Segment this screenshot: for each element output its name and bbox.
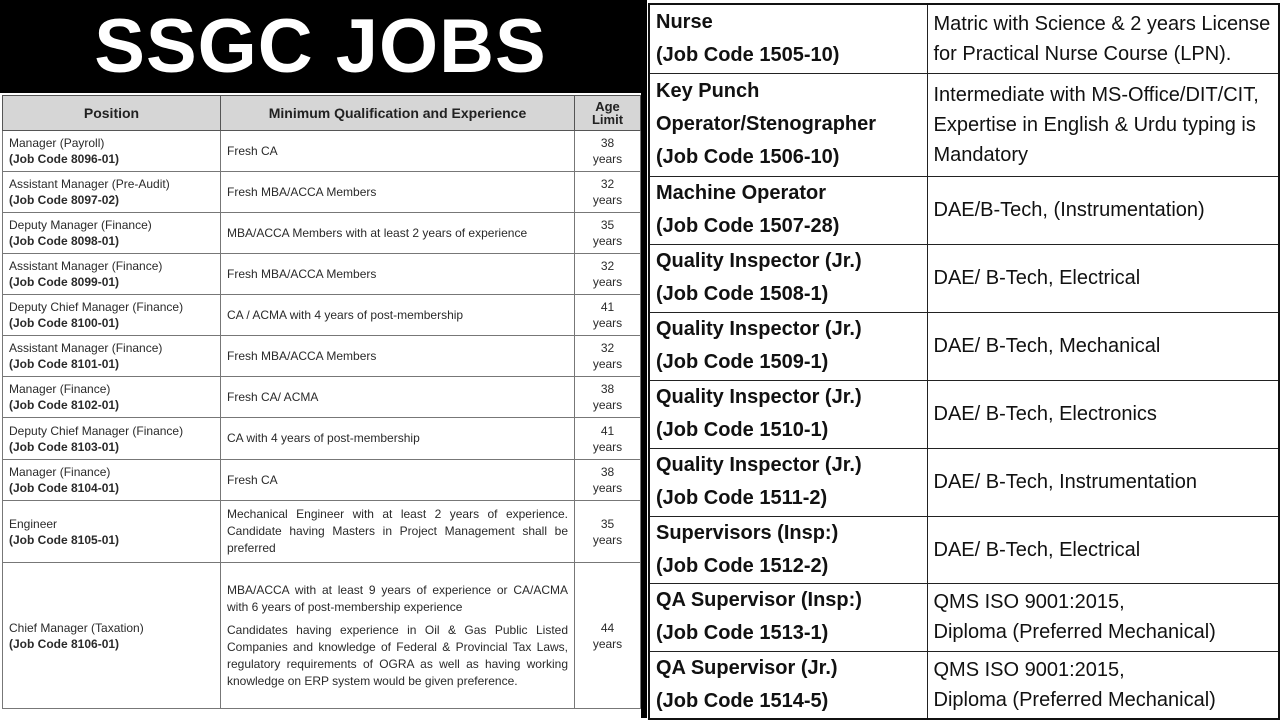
age-limit-cell	[575, 460, 641, 501]
job-code: (Job Code 1511-2)	[656, 487, 828, 509]
job-code: (Job Code 1510-1)	[656, 419, 829, 441]
age-value: 41	[600, 423, 615, 438]
position-title: Operator/Stenographer	[656, 113, 877, 135]
position-cell	[649, 176, 927, 244]
age-value: 38	[600, 382, 615, 396]
job-code: (Job Code 1512-2)	[656, 554, 829, 577]
qualification-text: Intermediate with MS-Office/DIT/CIT,	[933, 83, 1259, 106]
qualification-text: Mandatory	[933, 143, 1028, 166]
job-code: (Job Code 8101-01)	[9, 357, 120, 371]
job-code: (Job Code 8104-01)	[9, 481, 120, 495]
age-value: 32	[600, 341, 615, 355]
job-code: (Job Code 8100-01)	[9, 316, 120, 330]
age-value: 32	[600, 259, 615, 273]
qualification-cell	[927, 4, 1279, 73]
qualification-text: Fresh MBA/ACCA Members	[227, 184, 377, 199]
qualification-text: CA with 4 years of post-membership	[227, 431, 420, 445]
position-cell	[3, 131, 221, 172]
age-limit-cell	[575, 213, 641, 254]
position-cell	[3, 418, 221, 460]
right-table-body	[649, 4, 1279, 719]
qualification-text: Candidates having experience in Oil & Gas Public Listed Companies and knowledge of Federal & Provincial Tax Laws, regulatory requirements of OGRA as well as having working knowledge on ERP system would be given preference.	[227, 622, 568, 688]
qualification-text: DAE/ B-Tech, Instrumentation	[933, 471, 1197, 493]
position-title: Quality Inspector (Jr.)	[656, 250, 862, 272]
qualification-text: DAE/ B-Tech, Mechanical	[933, 335, 1161, 357]
position-title: Quality Inspector (Jr.)	[656, 386, 862, 408]
table-row	[649, 583, 1279, 651]
table-header-row	[3, 96, 641, 131]
jobs-table-staff	[648, 3, 1280, 720]
header-age-limit	[575, 96, 641, 131]
age-limit-cell	[575, 131, 641, 172]
job-code: (Job Code 8098-01)	[9, 234, 120, 248]
table-row	[3, 418, 641, 460]
qualification-text: Diploma (Preferred Mechanical)	[933, 688, 1216, 711]
position-cell	[3, 172, 221, 213]
header-age-line2: Limit	[591, 112, 624, 127]
qualification-cell	[927, 516, 1279, 583]
qualification-text: QMS ISO 9001:2015,	[933, 591, 1125, 613]
age-limit-cell	[575, 172, 641, 213]
qualification-cell	[221, 295, 575, 336]
table-row	[649, 312, 1279, 380]
qualification-text: Fresh CA/ ACMA	[227, 389, 319, 404]
age-value: 35	[600, 516, 615, 531]
position-title: Quality Inspector (Jr.)	[656, 454, 862, 476]
table-row	[649, 380, 1279, 448]
job-code: (Job Code 8105-01)	[9, 532, 120, 547]
position-cell	[649, 4, 927, 73]
job-code: (Job Code 1514-5)	[656, 689, 829, 712]
qualification-text: DAE/ B-Tech, Electrical	[933, 538, 1141, 561]
position-title: Manager (Finance)	[9, 465, 111, 479]
position-cell	[649, 312, 927, 380]
position-title: Deputy Manager (Finance)	[9, 218, 152, 232]
qualification-text: for Practical Nurse Course (LPN).	[933, 42, 1232, 65]
table-row	[3, 501, 641, 563]
qualification-cell	[221, 172, 575, 213]
age-value: 38	[600, 465, 615, 479]
table-row	[649, 448, 1279, 516]
qualification-text: Fresh MBA/ACCA Members	[227, 266, 377, 281]
qualification-cell	[221, 377, 575, 418]
age-value: 35	[600, 218, 615, 232]
job-code: (Job Code 8096-01)	[9, 152, 120, 166]
age-value: 44	[600, 620, 615, 635]
age-unit: years	[592, 439, 623, 454]
qualification-text: MBA/ACCA with at least 9 years of experience or CA/ACMA with 6 years of post-membership experience	[227, 582, 568, 614]
qualification-text: Fresh MBA/ACCA Members	[227, 348, 377, 363]
qualification-text: Mechanical Engineer with at least 2 years of experience. Candidate having Masters in Project Management shall be preferred	[227, 507, 568, 555]
position-cell	[649, 380, 927, 448]
job-code: (Job Code 1507-28)	[656, 215, 840, 237]
position-title: Engineer	[9, 516, 58, 531]
qualification-cell	[927, 448, 1279, 516]
age-unit: years	[592, 316, 623, 330]
age-value: 32	[600, 177, 615, 191]
qualification-cell	[221, 131, 575, 172]
position-cell	[3, 377, 221, 418]
qualification-cell	[221, 213, 575, 254]
table-row	[3, 213, 641, 254]
position-title: Nurse	[656, 10, 713, 33]
table-row	[3, 377, 641, 418]
position-title: QA Supervisor (Insp:)	[656, 589, 862, 611]
job-code: (Job Code 8106-01)	[9, 636, 120, 651]
job-code: (Job Code 8099-01)	[9, 275, 120, 289]
table-row	[649, 244, 1279, 312]
header-age-line1: Age	[595, 99, 620, 114]
position-cell	[3, 213, 221, 254]
qualification-text: Matric with Science & 2 years License	[933, 12, 1271, 35]
position-title: QA Supervisor (Jr.)	[656, 656, 838, 679]
header-position: Position	[3, 96, 221, 131]
table-row	[649, 176, 1279, 244]
position-title: Assistant Manager (Finance)	[9, 341, 163, 355]
position-title: Manager (Finance)	[9, 382, 111, 396]
qualification-text: Fresh CA	[227, 472, 278, 487]
position-cell	[649, 244, 927, 312]
qualification-cell	[221, 418, 575, 460]
position-title: Machine Operator	[656, 182, 827, 204]
position-title: Deputy Chief Manager (Finance)	[9, 423, 184, 438]
position-title: Quality Inspector (Jr.)	[656, 318, 862, 340]
position-cell	[3, 295, 221, 336]
job-code: (Job Code 1508-1)	[656, 283, 829, 305]
qualification-cell	[927, 583, 1279, 651]
position-cell	[3, 563, 221, 709]
age-unit: years	[592, 481, 623, 495]
qualification-text: Diploma (Preferred Mechanical)	[933, 621, 1216, 643]
age-value: 41	[600, 300, 615, 314]
qualification-text: DAE/ B-Tech, Electrical	[933, 267, 1141, 289]
qualification-cell	[927, 73, 1279, 176]
table-row	[649, 73, 1279, 176]
qualification-cell	[927, 244, 1279, 312]
qualification-text: DAE/B-Tech, (Instrumentation)	[933, 199, 1205, 221]
qualification-text: QMS ISO 9001:2015,	[933, 658, 1125, 681]
qualification-text: CA / ACMA with 4 years of post-membership	[227, 307, 464, 322]
jobs-table-officers	[2, 95, 641, 709]
position-title: Supervisors (Insp:)	[656, 521, 839, 544]
qualification-cell	[927, 380, 1279, 448]
table-row	[649, 516, 1279, 583]
age-unit: years	[592, 152, 623, 166]
age-limit-cell	[575, 377, 641, 418]
table-row	[3, 563, 641, 709]
position-cell	[3, 501, 221, 563]
job-code: (Job Code 1513-1)	[656, 622, 829, 644]
position-title: Manager (Payroll)	[9, 136, 105, 150]
table-row	[3, 254, 641, 295]
position-cell	[3, 460, 221, 501]
age-unit: years	[592, 193, 623, 207]
age-limit-cell	[575, 254, 641, 295]
qualification-text: Fresh CA	[227, 143, 278, 158]
qualification-text: DAE/ B-Tech, Electronics	[933, 403, 1157, 425]
table-row	[3, 172, 641, 213]
position-title: Key Punch	[656, 80, 760, 102]
age-unit: years	[592, 275, 623, 289]
qualification-cell	[927, 176, 1279, 244]
qualification-cell	[221, 501, 575, 563]
age-limit-cell	[575, 418, 641, 460]
table-row	[649, 4, 1279, 73]
position-cell	[649, 516, 927, 583]
position-title: Chief Manager (Taxation)	[9, 620, 144, 635]
qualification-cell	[927, 651, 1279, 719]
age-limit-cell	[575, 295, 641, 336]
position-cell	[649, 583, 927, 651]
age-unit: years	[592, 636, 623, 651]
qualification-cell	[927, 312, 1279, 380]
age-unit: years	[592, 234, 623, 248]
job-code: (Job Code 8097-02)	[9, 193, 120, 207]
page-title: SSGC JOBS	[94, 4, 547, 89]
age-value: 38	[600, 136, 615, 150]
job-code: (Job Code 8102-01)	[9, 398, 120, 412]
table-row	[3, 131, 641, 172]
qualification-cell	[221, 460, 575, 501]
job-code: (Job Code 8103-01)	[9, 439, 120, 454]
qualification-text: MBA/ACCA Members with at least 2 years of experience	[227, 225, 528, 240]
age-unit: years	[592, 357, 623, 371]
position-title: Deputy Chief Manager (Finance)	[9, 300, 184, 314]
table-row	[3, 336, 641, 377]
qualification-text: Expertise in English & Urdu typing is	[933, 113, 1256, 136]
position-cell	[649, 448, 927, 516]
table-row	[3, 460, 641, 501]
position-cell	[3, 254, 221, 295]
qualification-cell	[221, 563, 575, 709]
position-cell	[649, 73, 927, 176]
position-cell	[3, 336, 221, 377]
table-row	[3, 295, 641, 336]
age-limit-cell	[575, 501, 641, 563]
job-code: (Job Code 1509-1)	[656, 351, 829, 373]
age-limit-cell	[575, 336, 641, 377]
page-title-banner	[0, 0, 641, 93]
qualification-cell	[221, 254, 575, 295]
age-unit: years	[592, 398, 623, 412]
column-divider	[641, 0, 647, 718]
qualification-cell	[221, 336, 575, 377]
age-limit-cell	[575, 563, 641, 709]
position-cell	[649, 651, 927, 719]
position-title: Assistant Manager (Pre-Audit)	[9, 177, 170, 191]
header-qualification: Minimum Qualification and Experience	[221, 96, 575, 131]
age-unit: years	[592, 532, 623, 547]
job-code: (Job Code 1505-10)	[656, 43, 840, 66]
position-title: Assistant Manager (Finance)	[9, 259, 163, 273]
table-row	[649, 651, 1279, 719]
left-table-body	[3, 131, 641, 709]
job-code: (Job Code 1506-10)	[656, 146, 840, 168]
